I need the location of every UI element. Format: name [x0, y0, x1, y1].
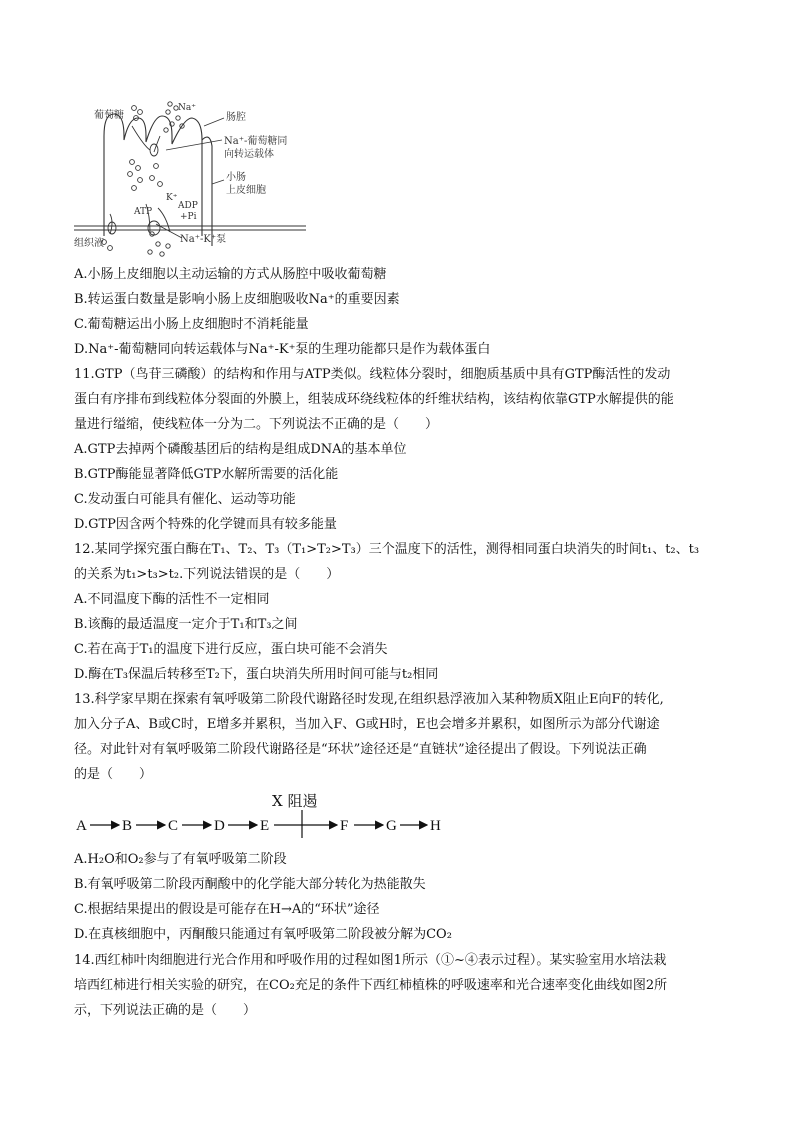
pathway-node-f: F [340, 818, 349, 834]
q10-option-b: B.转运蛋白数量是影响小肠上皮细胞吸收Na⁺的重要因素 [74, 292, 400, 307]
q13-option-a: A.H₂O和O₂参与了有氧呼吸第二阶段 [74, 852, 287, 867]
q12-option-b: B.该酶的最适温度一定介于T₁和T₃之间 [74, 617, 298, 632]
intestine-transport-diagram [74, 96, 306, 264]
label-cell-2: 上皮细胞 [226, 185, 266, 196]
q11-stem-1: 11.GTP（鸟苷三磷酸）的结构和作用与ATP类似。线粒体分裂时，细胞质基质中具有GTP酶活性的发动 [74, 367, 671, 382]
label-na: Na⁺ [178, 103, 196, 113]
label-adp: ADP [178, 201, 198, 211]
leader-cell [212, 180, 224, 184]
label-lumen: 肠腔 [226, 112, 246, 123]
q11-stem-2: 蛋白有序排布到线粒体分裂面的外膜上，组装成环绕线粒体的纤维状结构，该结构依靠GTP水解提供的能 [74, 392, 674, 407]
q13-option-b: B.有氧呼吸第二阶段丙酮酸中的化学能大部分转化为热能散失 [74, 877, 426, 892]
q11-option-b: B.GTP酶能显著降低GTP水解所需要的活化能 [74, 467, 339, 482]
label-cotransporter-1: Na⁺-葡萄糖同 [224, 136, 288, 147]
pathway-node-b: B [122, 818, 133, 834]
label-pi: +Pi [180, 212, 197, 222]
leader-carrier [166, 140, 222, 150]
question-11 [74, 362, 730, 537]
block-label: X 阻遏 [272, 792, 318, 810]
transport-arrows [110, 126, 170, 234]
pathway-nodes [76, 818, 441, 834]
label-atp: ATP [134, 207, 153, 217]
q13-stem-4: 的是（ ） [74, 767, 153, 782]
label-cell-1: 小肠 [226, 172, 246, 183]
pathway-node-g: G [386, 818, 397, 834]
pathway-node-d: D [214, 818, 225, 834]
q11-option-c: C.发动蛋白可能具有催化、运动等功能 [74, 492, 296, 507]
q13-options [74, 847, 730, 947]
q14-stem-1: 14.西红柿叶肉细胞进行光合作用和呼吸作用的过程如图1所示（①~④表示过程）。某实验室用水培法栽 [74, 953, 667, 968]
q11-option-d: D.GTP因含两个特殊的化学键而具有较多能量 [74, 517, 337, 532]
label-glucose: 葡萄糖 [94, 110, 124, 121]
label-tissue-fluid: 组织液 [74, 238, 104, 249]
q12-option-a: A.不同温度下酶的活性不一定相同 [74, 592, 270, 607]
q14-stem-3: 示，下列说法正确的是（ ） [74, 1003, 257, 1018]
q13-stem-2: 加入分子A、B或C时，E增多并累积，当加入F、G或H时，E也会增多并累积，如图所示为部分代谢途 [74, 717, 660, 732]
q10-option-a: A.小肠上皮细胞以主动运输的方式从肠腔中吸收葡萄糖 [74, 267, 387, 282]
q12-stem-1: 12.某同学探究蛋白酶在T₁、T₂、T₃（T₁>T₂>T₃）三个温度下的活性，测得相同蛋白块消失的时间t₁、t₂、t₃ [74, 542, 700, 557]
question-12 [74, 537, 730, 687]
q10-option-d: D.Na⁺-葡萄糖同向转运载体与Na⁺-K⁺泵的生理功能都只是作为载体蛋白 [74, 342, 491, 357]
pathway-node-c: C [168, 818, 179, 834]
sodium-ions [148, 102, 184, 256]
label-cotransporter-2: 向转运载体 [224, 149, 274, 160]
q11-option-a: A.GTP去掉两个磷酸基团后的结构是组成DNA的基本单位 [74, 442, 407, 457]
label-k: K⁺ [166, 193, 178, 203]
q14-stem-2: 培西红柿进行相关实验的研究，在CO₂充足的条件下西红柿植株的呼吸速率和光合速率变化曲线如图2所 [74, 978, 668, 993]
pathway-node-e: E [260, 818, 270, 834]
q13-stem-3: 径。对此针对有氧呼吸第二阶段代谢路径是“环状”途径还是“直链状”途径提出了假设。下列说法正确 [74, 742, 647, 757]
q10-options [74, 262, 730, 362]
q13-stem-1: 13.科学家早期在探索有氧呼吸第二阶段代谢路径时发现,在组织悬浮液加入某种物质X阻止E向F的转化, [74, 692, 664, 707]
q13-option-d: D.在真核细胞中，丙酮酸只能通过有氧呼吸第二阶段被分解为CO₂ [74, 927, 452, 942]
metabolic-pathway-diagram [74, 790, 454, 838]
q12-option-d: D.酶在T₃保温后转移至T₂下，蛋白块消失所用时间可能与t₂相同 [74, 667, 439, 682]
label-pump: Na⁺-K⁺泵 [180, 234, 227, 245]
carrier-protein [150, 144, 158, 156]
q12-stem-2: 的关系为t₁>t₃>t₂.下列说法错误的是（ ） [74, 567, 340, 582]
q11-stem-3: 量进行缢缩，使线粒体一分为二。下列说法不正确的是（ ） [74, 417, 439, 432]
pathway-node-a: A [76, 818, 87, 834]
question-13 [74, 687, 730, 787]
pathway-node-h: H [430, 818, 441, 834]
leader-lumen [204, 118, 224, 126]
q10-option-c: C.葡萄糖运出小肠上皮细胞时不消耗能量 [74, 317, 309, 332]
q12-option-c: C.若在高于T₁的温度下进行反应，蛋白块可能不会消失 [74, 642, 388, 657]
q13-option-c: C.根据结果提出的假设是可能存在H→A的“环状”途径 [74, 902, 380, 917]
glucose-molecules [102, 106, 163, 251]
question-14 [74, 948, 730, 1023]
